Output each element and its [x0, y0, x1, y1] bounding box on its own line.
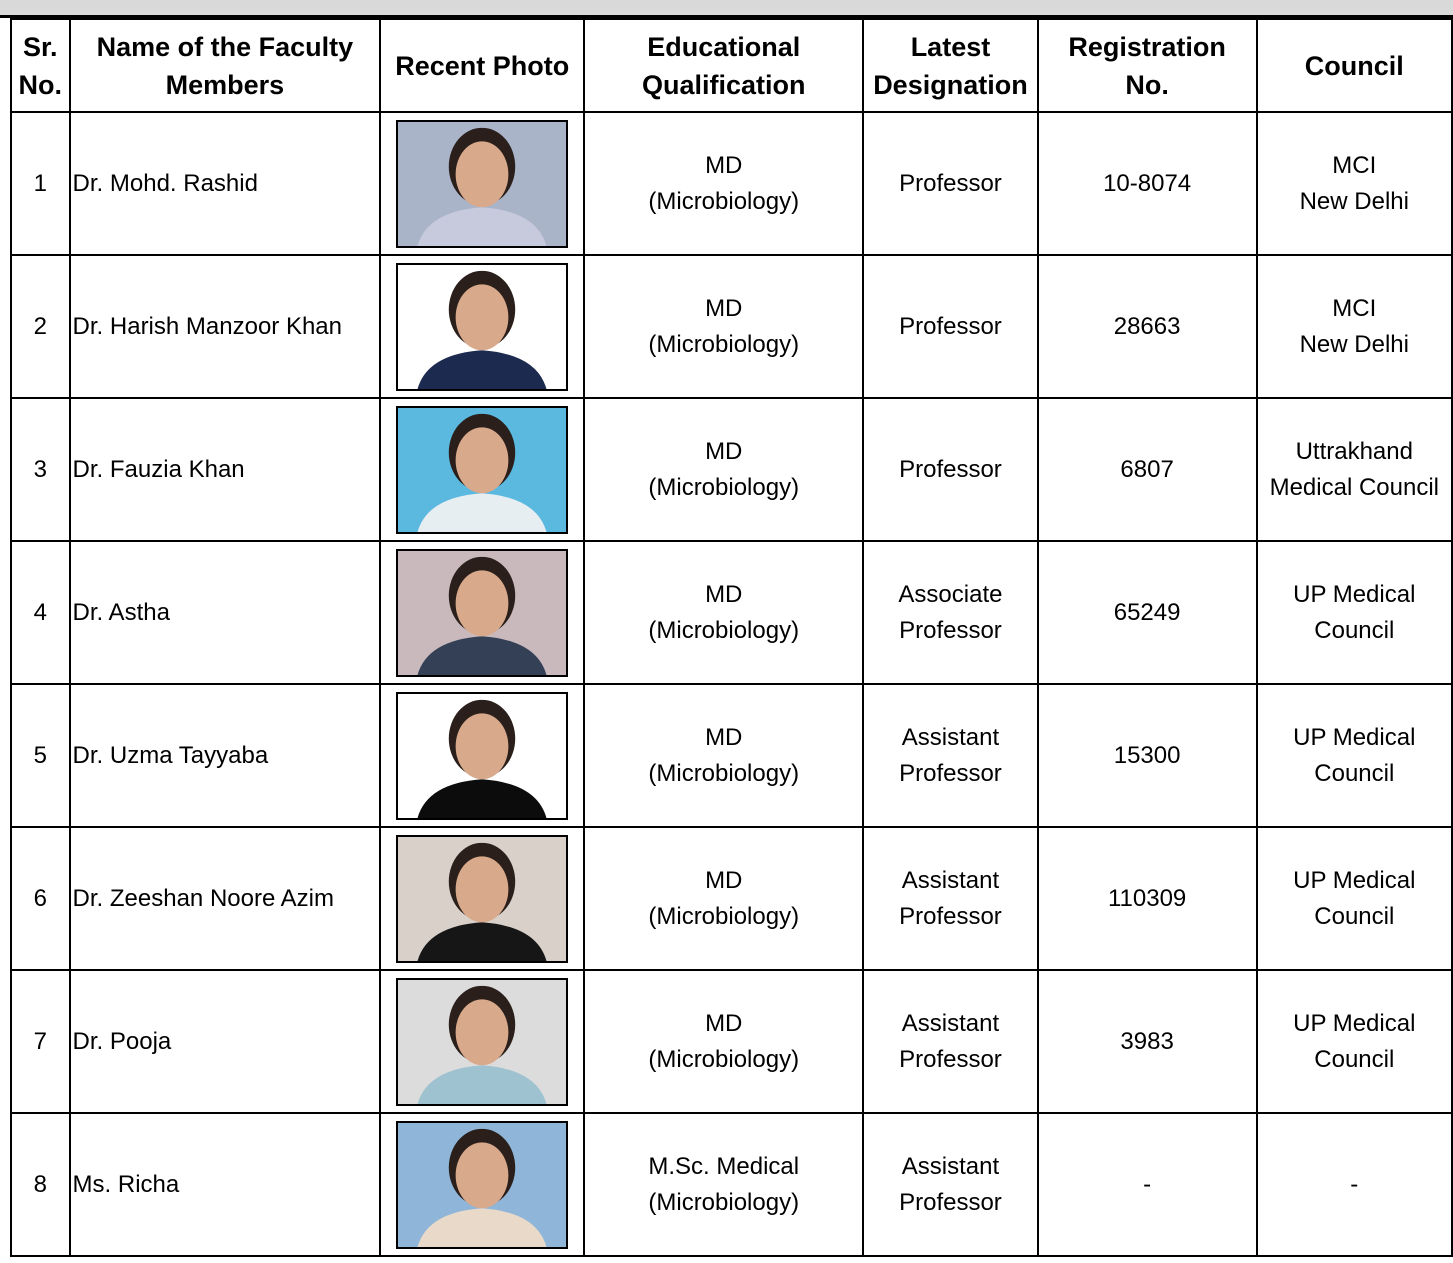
- sr-no-cell: 2: [11, 255, 70, 398]
- sr-no-cell: 4: [11, 541, 70, 684]
- photo-cell: [380, 827, 584, 970]
- faculty-name-cell: Dr. Astha: [70, 541, 381, 684]
- faculty-photo: [396, 835, 568, 963]
- faculty-photo: [396, 120, 568, 248]
- col-header-registration: Registration No.: [1038, 19, 1257, 112]
- table-row: [11, 398, 1452, 541]
- designation-cell: Assistant Professor: [863, 970, 1037, 1113]
- sr-no-cell: 1: [11, 112, 70, 255]
- photo-cell: [380, 255, 584, 398]
- table-row: [11, 970, 1452, 1113]
- faculty-photo: [396, 549, 568, 677]
- col-header-sr-no: Sr. No.: [11, 19, 70, 112]
- faculty-name-cell: Dr. Zeeshan Noore Azim: [70, 827, 381, 970]
- designation-cell: Professor: [863, 255, 1037, 398]
- col-header-photo: Recent Photo: [380, 19, 584, 112]
- registration-cell: 15300: [1038, 684, 1257, 827]
- designation-cell: Professor: [863, 398, 1037, 541]
- council-cell: UP Medical Council: [1257, 827, 1452, 970]
- sr-no-cell: 7: [11, 970, 70, 1113]
- photo-cell: [380, 1113, 584, 1256]
- faculty-name-cell: Dr. Fauzia Khan: [70, 398, 381, 541]
- faculty-photo: [396, 692, 568, 820]
- faculty-name-cell: Dr. Pooja: [70, 970, 381, 1113]
- qualification-cell: MD (Microbiology): [584, 970, 863, 1113]
- registration-cell: 110309: [1038, 827, 1257, 970]
- faculty-photo: [396, 978, 568, 1106]
- faculty-table: [10, 18, 1453, 1257]
- faculty-name-cell: Dr. Harish Manzoor Khan: [70, 255, 381, 398]
- sr-no-cell: 3: [11, 398, 70, 541]
- qualification-cell: MD (Microbiology): [584, 255, 863, 398]
- qualification-cell: MD (Microbiology): [584, 541, 863, 684]
- photo-cell: [380, 398, 584, 541]
- table-row: [11, 684, 1452, 827]
- photo-cell: [380, 112, 584, 255]
- qualification-cell: MD (Microbiology): [584, 112, 863, 255]
- table-row: [11, 541, 1452, 684]
- faculty-photo: [396, 406, 568, 534]
- registration-cell: 10-8074: [1038, 112, 1257, 255]
- faculty-photo: [396, 1121, 568, 1249]
- table-row: [11, 827, 1452, 970]
- col-header-qualification: Educational Qualification: [584, 19, 863, 112]
- table-row: [11, 1113, 1452, 1256]
- council-cell: -: [1257, 1113, 1452, 1256]
- council-cell: MCI New Delhi: [1257, 112, 1452, 255]
- sr-no-cell: 5: [11, 684, 70, 827]
- qualification-cell: MD (Microbiology): [584, 684, 863, 827]
- council-cell: MCI New Delhi: [1257, 255, 1452, 398]
- photo-cell: [380, 684, 584, 827]
- registration-cell: 3983: [1038, 970, 1257, 1113]
- table-row: [11, 255, 1452, 398]
- council-cell: UP Medical Council: [1257, 970, 1452, 1113]
- qualification-cell: MD (Microbiology): [584, 398, 863, 541]
- designation-cell: Associate Professor: [863, 541, 1037, 684]
- faculty-name-cell: Ms. Richa: [70, 1113, 381, 1256]
- registration-cell: 65249: [1038, 541, 1257, 684]
- photo-cell: [380, 541, 584, 684]
- registration-cell: -: [1038, 1113, 1257, 1256]
- col-header-designation: Latest Designation: [863, 19, 1037, 112]
- faculty-photo: [396, 263, 568, 391]
- registration-cell: 28663: [1038, 255, 1257, 398]
- council-cell: UP Medical Council: [1257, 684, 1452, 827]
- table-row: [11, 112, 1452, 255]
- col-header-council: Council: [1257, 19, 1452, 112]
- faculty-name-cell: Dr. Uzma Tayyaba: [70, 684, 381, 827]
- council-cell: UP Medical Council: [1257, 541, 1452, 684]
- sr-no-cell: 6: [11, 827, 70, 970]
- designation-cell: Assistant Professor: [863, 684, 1037, 827]
- photo-cell: [380, 970, 584, 1113]
- designation-cell: Assistant Professor: [863, 1113, 1037, 1256]
- registration-cell: 6807: [1038, 398, 1257, 541]
- council-cell: Uttrakhand Medical Council: [1257, 398, 1452, 541]
- qualification-cell: MD (Microbiology): [584, 827, 863, 970]
- qualification-cell: M.Sc. Medical (Microbiology): [584, 1113, 863, 1256]
- faculty-name-cell: Dr. Mohd. Rashid: [70, 112, 381, 255]
- designation-cell: Assistant Professor: [863, 827, 1037, 970]
- table-header-row: [11, 19, 1452, 112]
- sr-no-cell: 8: [11, 1113, 70, 1256]
- designation-cell: Professor: [863, 112, 1037, 255]
- col-header-name: Name of the Faculty Members: [70, 19, 381, 112]
- title-band: [0, 0, 1453, 18]
